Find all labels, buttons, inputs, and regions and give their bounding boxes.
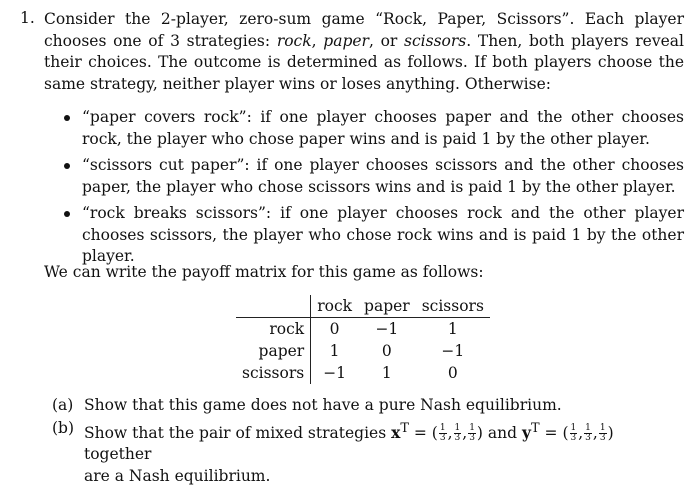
fraction: $\frac{1}{3}$ [439, 423, 446, 444]
part-label: (b) [52, 418, 75, 437]
rule-text: “rock breaks scissors”: if one player chooses rock and the other player chooses scissors, the player who chose rock wins and is paid 1 by the other player. [82, 204, 684, 265]
matrix-intro: We can write the payoff matrix for this game as follows: [44, 263, 484, 281]
fraction: $\frac{1}{3}$ [469, 423, 475, 444]
row-header: paper [236, 340, 311, 362]
part-a [52, 395, 684, 417]
table-cell: 1 [381, 364, 392, 382]
separator: , [311, 31, 324, 50]
table-cell: 0 [381, 342, 392, 360]
strategy-scissors: scissors [404, 31, 467, 50]
strategy-rock: rock [276, 31, 312, 50]
close-paren: ) [476, 423, 483, 442]
table-cell: 1 [329, 342, 340, 360]
part-b: (b) Show that the pair of mixed strategies $x^T$ = ( $\frac{1}{3}$ , $\frac{1}{3}$ , $\frac{1}{3}$ ) and $y^T$ = ( $\frac{1}{3}$ , $\frac{1}{3}$ , $\frac{1}{3}$ ) together are a Nash equilibrium. [52, 418, 614, 485]
fraction: $\frac{1}{3}$ [585, 423, 591, 444]
and-text: and [482, 423, 522, 442]
separator: , or [368, 31, 405, 50]
question-parts [52, 395, 684, 488]
payoff-matrix [236, 295, 490, 384]
table-row [236, 362, 490, 384]
bullet-icon [64, 115, 70, 121]
statement-text: . Then, both players reveal their choices. The outcome is determined as follows. If both players choose the same strategy, neither player wins or loses anything. Otherwise: [44, 31, 684, 93]
transpose-mark: T [400, 420, 409, 436]
problem-statement [44, 9, 684, 95]
bullet-icon [64, 211, 70, 217]
row-header: rock [236, 318, 311, 341]
part-text: Show that the pair of mixed strategies [84, 423, 392, 442]
fraction: $\frac{1}{3}$ [454, 423, 461, 444]
column-header: scissors [416, 295, 490, 318]
fraction: $\frac{1}{3}$ [570, 423, 577, 444]
list-item [64, 203, 684, 268]
rule-text: “scissors cut paper”: if one player chooses scissors and the other chooses paper, the player who chose scissors wins and is paid 1 by the other player. [82, 156, 684, 196]
close-paren: ) [607, 423, 614, 442]
part-label: (a) [52, 396, 74, 414]
row-header: scissors [236, 362, 311, 384]
column-header: paper [358, 295, 416, 318]
part-text: Show that this game does not have a pure Nash equilibrium. [84, 396, 562, 414]
table-cell: −1 [441, 342, 465, 360]
vector-x: x [391, 422, 401, 442]
table-corner [236, 295, 311, 318]
rules-list [64, 107, 684, 273]
statement-text: Consider the 2-player, zero-sum game “Rock, Paper, Scissors”. Each player chooses one of 3 strategies: [44, 10, 684, 50]
table-row [236, 340, 490, 362]
table-row [236, 318, 490, 341]
rule-text: “paper covers rock”: if one player chooses paper and the other chooses rock, the player who chose paper wins and is paid 1 by the other player. [82, 108, 684, 148]
table-cell: 0 [447, 364, 458, 382]
list-item [64, 107, 684, 150]
problem-number: 1. [20, 9, 35, 27]
transpose-mark: T [531, 420, 540, 436]
fraction: $\frac{1}{3}$ [599, 423, 606, 444]
equals-sign: = ( [408, 423, 438, 442]
vector-y: y [521, 422, 531, 442]
table-cell: −1 [323, 364, 347, 382]
table-cell: −1 [375, 320, 399, 338]
column-header: rock [311, 295, 358, 318]
part-text-line2: are a Nash equilibrium. [84, 466, 271, 485]
list-item [64, 155, 684, 198]
table-cell: 1 [447, 320, 458, 338]
equals-sign: = ( [539, 423, 569, 442]
table-cell: 0 [329, 320, 340, 338]
bullet-icon [64, 163, 70, 169]
strategy-paper: paper [323, 31, 369, 50]
together-text: together [84, 445, 152, 464]
table-header-row [236, 295, 490, 318]
